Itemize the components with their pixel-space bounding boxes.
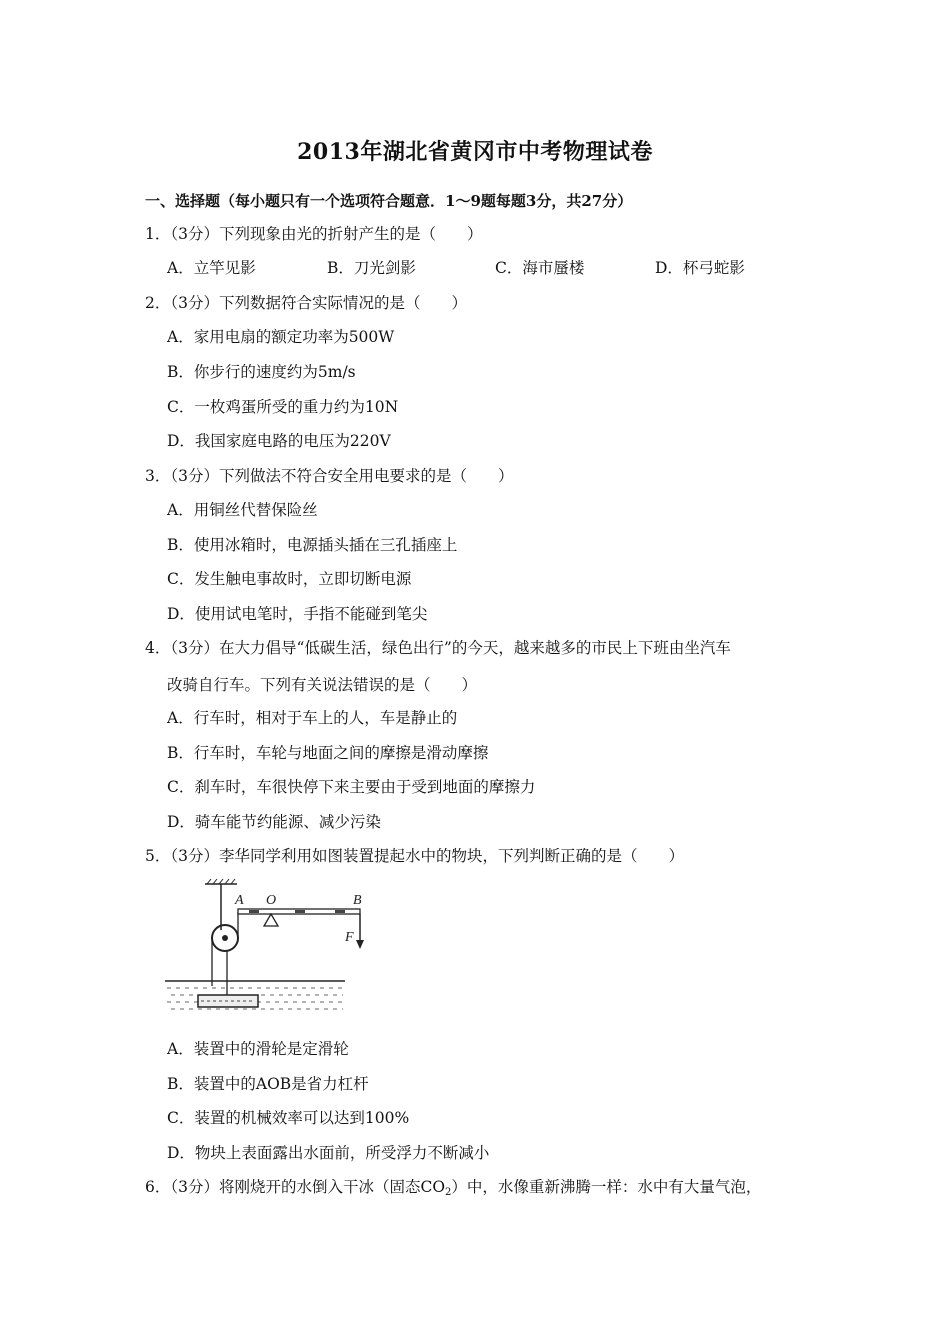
question-1-option-b: B．刀光剑影 (327, 259, 416, 277)
question-2-stem: 2．（3分）下列数据符合实际情况的是（ ） (145, 294, 467, 312)
lever-pulley-diagram (165, 878, 375, 1018)
question-3-stem: 3．（3分）下列做法不符合安全用电要求的是（ ） (145, 467, 514, 485)
question-5-option-a: A．装置中的滑轮是定滑轮 (167, 1040, 349, 1058)
question-4-option-d: D．骑车能节约能源、减少污染 (167, 813, 381, 831)
question-2-option-c: C．一枚鸡蛋所受的重力约为10N (167, 398, 399, 416)
question-5-option-d: D．物块上表面露出水面前，所受浮力不断减小 (167, 1144, 490, 1162)
question-4-stem: 4．（3分）在大力倡导“低碳生活，绿色出行”的今天，越来越多的市民上下班由坐汽车 (145, 639, 731, 657)
question-6-stem-part2: ）中，水像重新沸腾一样：水中有大量气泡， (451, 1178, 762, 1196)
question-3-option-b: B．使用冰箱时，电源插头插在三孔插座上 (167, 536, 458, 554)
question-2-option-d: D．我国家庭电路的电压为220V (167, 432, 391, 450)
fulcrum (264, 914, 278, 926)
question-3-option-c: C．发生触电事故时，立即切断电源 (167, 570, 412, 588)
question-5-option-b: B．装置中的AOB是省力杠杆 (167, 1075, 369, 1093)
page-title: 2013年湖北省黄冈市中考物理试卷 (297, 139, 653, 165)
question-4-option-a: A．行车时，相对于车上的人，车是静止的 (167, 709, 458, 727)
question-3-option-d: D．使用试电笔时，手指不能碰到笔尖 (167, 605, 428, 623)
label-b: B (353, 893, 362, 908)
question-6-stem-part1: 6．（3分）将刚烧开的水倒入干冰（固态CO (145, 1178, 446, 1196)
question-3-option-a: A．用铜丝代替保险丝 (167, 501, 318, 519)
question-6-stem (145, 1177, 761, 1203)
question-1-option-c: C．海市蜃楼 (495, 259, 585, 277)
question-2-option-b: B．你步行的速度约为5m/s (167, 363, 356, 381)
question-1-option-d: D．杯弓蛇影 (655, 259, 745, 277)
question-4-option-c: C．刹车时，车很快停下来主要由于受到地面的摩擦力 (167, 778, 536, 796)
label-o: O (266, 893, 277, 908)
question-5-option-c: C．装置的机械效率可以达到100% (167, 1109, 410, 1127)
question-1-option-a: A．立竿见影 (167, 259, 256, 277)
question-5-stem: 5．（3分）李华同学利用如图装置提起水中的物块，下列判断正确的是（ ） (145, 847, 684, 865)
question-4-option-b: B．行车时，车轮与地面之间的摩擦是滑动摩擦 (167, 744, 489, 762)
label-a: A (235, 893, 244, 908)
question-4-stem-continued: 改骑自行车。下列有关说法错误的是（ ） (167, 676, 478, 694)
section-heading: 一、选择题（每小题只有一个选项符合题意．1～9题每题3分，共27分） (145, 192, 633, 210)
label-f: F (345, 930, 354, 945)
question-1-stem: 1．（3分）下列现象由光的折射产生的是（ ） (145, 225, 483, 243)
subscript-2: 2 (445, 1187, 452, 1198)
question-2-option-a: A．家用电扇的额定功率为500W (167, 328, 395, 346)
